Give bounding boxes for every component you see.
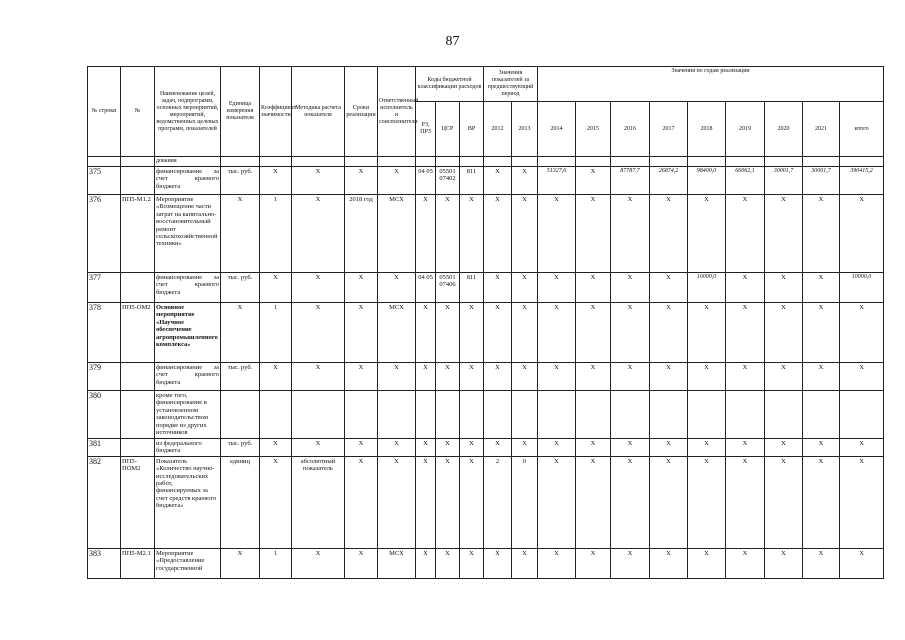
row-vr: 811	[460, 167, 484, 195]
row-terms: X	[345, 548, 378, 578]
row-2017: X	[650, 303, 688, 363]
row-unit: X	[221, 195, 260, 273]
row-2012: X	[484, 303, 512, 363]
row-rz: X	[416, 439, 436, 457]
header-csr: ЦСР	[436, 102, 460, 157]
row-coef: X	[260, 273, 292, 303]
row-coef: X	[260, 363, 292, 391]
row-total: X	[840, 363, 884, 391]
row-name: Основное мероприятие «Научное обеспечение агропромышленного комплекса»	[155, 303, 221, 363]
row-csr: X	[436, 363, 460, 391]
row-2018: X	[688, 195, 726, 273]
row-rz: X	[416, 548, 436, 578]
program-table	[87, 66, 884, 579]
row-responsible: X	[378, 167, 416, 195]
row-name: кроме того, финансирование в установленном законодательством порядке из других источников	[155, 391, 221, 439]
header-year: 2020	[765, 102, 803, 157]
header-name: Наименование целей, задач, подпрограмм, основных мероприятий, мероприятий, ведомственных целевых программ, показателей	[155, 67, 221, 157]
header-prev-values: Значения показателей за предшествующий период	[484, 67, 538, 102]
row-2014: X	[538, 439, 576, 457]
row-method: X	[292, 273, 345, 303]
row-2017	[650, 391, 688, 439]
row-2018: 98400,0	[688, 167, 726, 195]
row-total: X	[840, 548, 884, 578]
row-2018: X	[688, 303, 726, 363]
row-number: 378	[88, 303, 121, 363]
row-code	[121, 273, 155, 303]
row-code: ПП5-ПОМ2	[121, 456, 155, 548]
row-code	[121, 167, 155, 195]
row-coef: 1	[260, 195, 292, 273]
row-coef: 1	[260, 548, 292, 578]
row-2016: X	[611, 548, 650, 578]
row-rz: X	[416, 363, 436, 391]
row-method: X	[292, 363, 345, 391]
row-2014: 51327,6	[538, 167, 576, 195]
row-2012: X	[484, 548, 512, 578]
row-unit: тыс. руб.	[221, 273, 260, 303]
row-number: 380	[88, 391, 121, 439]
row-vr: X	[460, 439, 484, 457]
header-rz: РЗ, ПРЗ	[416, 102, 436, 157]
table-row	[88, 391, 884, 439]
row-csr: 05501 07402	[436, 167, 460, 195]
row-2017: X	[650, 273, 688, 303]
row-csr: X	[436, 548, 460, 578]
row-2014: X	[538, 363, 576, 391]
overflow-text: дования	[155, 157, 221, 167]
row-2016: X	[611, 363, 650, 391]
row-number: 379	[88, 363, 121, 391]
row-coef	[260, 391, 292, 439]
row-2018: X	[688, 439, 726, 457]
row-name: Показатель «Количество научно-исследовательских работ, финансируемых за счет средств краевого бюджета»	[155, 456, 221, 548]
header-year: 2018	[688, 102, 726, 157]
row-method	[292, 391, 345, 439]
row-2019: X	[726, 456, 765, 548]
row-rz	[416, 391, 436, 439]
row-csr: X	[436, 456, 460, 548]
row-rz: X	[416, 456, 436, 548]
row-total	[840, 391, 884, 439]
row-csr: X	[436, 439, 460, 457]
row-2016: X	[611, 303, 650, 363]
row-unit: тыс. руб.	[221, 439, 260, 457]
header-unit: Единица измерения показателя	[221, 67, 260, 157]
table-row	[88, 167, 884, 195]
row-2015: X	[576, 456, 611, 548]
row-method: X	[292, 195, 345, 273]
header-budget-codes: Коды бюджетной классификации расходов	[416, 67, 484, 102]
row-2015: X	[576, 439, 611, 457]
row-number: 377	[88, 273, 121, 303]
row-responsible: X	[378, 363, 416, 391]
row-2020: X	[765, 273, 803, 303]
row-2013: X	[512, 167, 538, 195]
row-responsible	[378, 391, 416, 439]
row-2021	[803, 391, 840, 439]
row-vr: X	[460, 303, 484, 363]
row-2019: X	[726, 273, 765, 303]
row-2019: 66062,1	[726, 167, 765, 195]
header-year: 2014	[538, 102, 576, 157]
row-coef: X	[260, 167, 292, 195]
row-unit: единиц	[221, 456, 260, 548]
row-coef: 1	[260, 303, 292, 363]
row-terms: X	[345, 303, 378, 363]
row-method: X	[292, 548, 345, 578]
header-year: 2021	[803, 102, 840, 157]
row-name: из федерального бюджета	[155, 439, 221, 457]
row-2016: X	[611, 273, 650, 303]
row-vr	[460, 391, 484, 439]
row-responsible: МСХ	[378, 303, 416, 363]
page-number: 87	[445, 34, 460, 49]
header-terms: Сроки реализации	[345, 67, 378, 157]
row-vr: X	[460, 195, 484, 273]
row-responsible: X	[378, 273, 416, 303]
row-coef: X	[260, 456, 292, 548]
row-2020: X	[765, 439, 803, 457]
row-2015: X	[576, 167, 611, 195]
table-row	[88, 195, 884, 273]
table-header	[88, 67, 884, 167]
row-method: абсолютный показатель	[292, 456, 345, 548]
row-unit: тыс. руб.	[221, 167, 260, 195]
row-2015: X	[576, 273, 611, 303]
table-row	[88, 303, 884, 363]
row-terms	[345, 391, 378, 439]
row-2021: X	[803, 303, 840, 363]
row-2019: X	[726, 439, 765, 457]
row-total: 10000,0	[840, 273, 884, 303]
header-method: Методика расчета показателя	[292, 67, 345, 157]
row-2014: X	[538, 273, 576, 303]
row-number: 382	[88, 456, 121, 548]
row-name: финансирование за счет краевого бюджета	[155, 273, 221, 303]
row-csr: 05501 07406	[436, 273, 460, 303]
header-coef: Коэффициент значимости	[260, 67, 292, 157]
row-rz: X	[416, 303, 436, 363]
row-method: X	[292, 167, 345, 195]
row-number: 381	[88, 439, 121, 457]
row-terms: X	[345, 167, 378, 195]
row-terms: X	[345, 273, 378, 303]
row-2020	[765, 391, 803, 439]
row-2012: X	[484, 439, 512, 457]
row-2017: X	[650, 195, 688, 273]
row-2021: X	[803, 273, 840, 303]
row-2021: X	[803, 456, 840, 548]
row-2020: 30001,7	[765, 167, 803, 195]
row-2017: X	[650, 548, 688, 578]
row-2018: 10000,0	[688, 273, 726, 303]
row-2021: X	[803, 363, 840, 391]
row-2012: X	[484, 167, 512, 195]
row-2019: X	[726, 363, 765, 391]
row-2021: X	[803, 548, 840, 578]
row-2013: X	[512, 548, 538, 578]
row-2012: X	[484, 273, 512, 303]
row-csr	[436, 391, 460, 439]
row-2012: X	[484, 195, 512, 273]
row-2014	[538, 391, 576, 439]
table-row	[88, 439, 884, 457]
row-2015: X	[576, 195, 611, 273]
header-year: 2016	[611, 102, 650, 157]
row-2016: 87787,7	[611, 167, 650, 195]
row-2012: X	[484, 363, 512, 391]
row-unit	[221, 391, 260, 439]
row-2017: X	[650, 456, 688, 548]
row-2016: X	[611, 439, 650, 457]
row-responsible: МСХ	[378, 548, 416, 578]
row-2015: X	[576, 548, 611, 578]
row-responsible: X	[378, 439, 416, 457]
row-2020: X	[765, 303, 803, 363]
table-row	[88, 456, 884, 548]
row-number: 375	[88, 167, 121, 195]
row-name: Мероприятие «Возмещение части затрат на капитально-восстановительный ремонт сельскохозяйственной техники»	[155, 195, 221, 273]
row-2015	[576, 391, 611, 439]
row-2013: X	[512, 303, 538, 363]
row-2014: X	[538, 456, 576, 548]
row-total: X	[840, 195, 884, 273]
header-no: №	[121, 67, 155, 157]
row-2017: X	[650, 439, 688, 457]
row-2013: X	[512, 439, 538, 457]
row-code: ПП5-ОМ2	[121, 303, 155, 363]
row-terms: X	[345, 363, 378, 391]
row-rz: 04 05	[416, 167, 436, 195]
header-total: итого	[840, 102, 884, 157]
row-2012	[484, 391, 512, 439]
row-2018	[688, 391, 726, 439]
row-rz: X	[416, 195, 436, 273]
row-coef: X	[260, 439, 292, 457]
row-2012: 2	[484, 456, 512, 548]
row-2019: X	[726, 548, 765, 578]
row-2020: X	[765, 363, 803, 391]
row-2015: X	[576, 303, 611, 363]
row-responsible: МСХ	[378, 195, 416, 273]
header-row-no: № строки	[88, 67, 121, 157]
row-total: X	[840, 456, 884, 548]
row-2019: X	[726, 303, 765, 363]
header-vr: ВР	[460, 102, 484, 157]
row-vr: X	[460, 363, 484, 391]
row-unit: тыс. руб.	[221, 363, 260, 391]
row-unit: X	[221, 303, 260, 363]
row-rz: 04 05	[416, 273, 436, 303]
row-terms: X	[345, 439, 378, 457]
row-2018: X	[688, 363, 726, 391]
row-2018: X	[688, 548, 726, 578]
header-year: 2017	[650, 102, 688, 157]
row-2014: X	[538, 195, 576, 273]
row-2020: X	[765, 456, 803, 548]
row-vr: X	[460, 456, 484, 548]
header-year: 2015	[576, 102, 611, 157]
table-body	[88, 167, 884, 579]
row-2017: X	[650, 363, 688, 391]
row-terms: 2018 год	[345, 195, 378, 273]
row-name: финансирование за счет краевого бюджета	[155, 363, 221, 391]
row-method: X	[292, 439, 345, 457]
row-2017: 26874,2	[650, 167, 688, 195]
row-2019: X	[726, 195, 765, 273]
row-2015: X	[576, 363, 611, 391]
row-total: X	[840, 303, 884, 363]
row-2016: X	[611, 456, 650, 548]
row-2020: X	[765, 195, 803, 273]
row-2016: X	[611, 195, 650, 273]
header-year-values: Значения по годам реализации	[538, 67, 884, 102]
row-2019	[726, 391, 765, 439]
table-row	[88, 273, 884, 303]
row-2021: X	[803, 439, 840, 457]
header-year: 2013	[512, 102, 538, 157]
row-2014: X	[538, 303, 576, 363]
row-number: 383	[88, 548, 121, 578]
row-2013: X	[512, 273, 538, 303]
row-2018: X	[688, 456, 726, 548]
row-code: ПП5-М1.2	[121, 195, 155, 273]
row-total: X	[840, 439, 884, 457]
row-2013: 0	[512, 456, 538, 548]
row-2013: X	[512, 195, 538, 273]
row-name: Мероприятие «Предоставление государственной	[155, 548, 221, 578]
row-2020: X	[765, 548, 803, 578]
row-terms: X	[345, 456, 378, 548]
row-code: ПП5-М2.1	[121, 548, 155, 578]
row-responsible: X	[378, 456, 416, 548]
row-2021: X	[803, 195, 840, 273]
table-row	[88, 363, 884, 391]
header-year: 2019	[726, 102, 765, 157]
row-2013	[512, 391, 538, 439]
row-2014: X	[538, 548, 576, 578]
row-vr: X	[460, 548, 484, 578]
row-method: X	[292, 303, 345, 363]
header-year: 2012	[484, 102, 512, 157]
row-2013: X	[512, 363, 538, 391]
row-code	[121, 363, 155, 391]
table-row	[88, 548, 884, 578]
row-number: 376	[88, 195, 121, 273]
row-2016	[611, 391, 650, 439]
row-total: 390415,2	[840, 167, 884, 195]
row-csr: X	[436, 303, 460, 363]
row-code	[121, 439, 155, 457]
row-2021: 30001,7	[803, 167, 840, 195]
row-code	[121, 391, 155, 439]
row-csr: X	[436, 195, 460, 273]
row-unit: X	[221, 548, 260, 578]
row-name: финансирование за счет краевого бюджета	[155, 167, 221, 195]
header-resp: Ответственный исполнитель и соисполнители	[378, 67, 416, 157]
row-vr: 811	[460, 273, 484, 303]
